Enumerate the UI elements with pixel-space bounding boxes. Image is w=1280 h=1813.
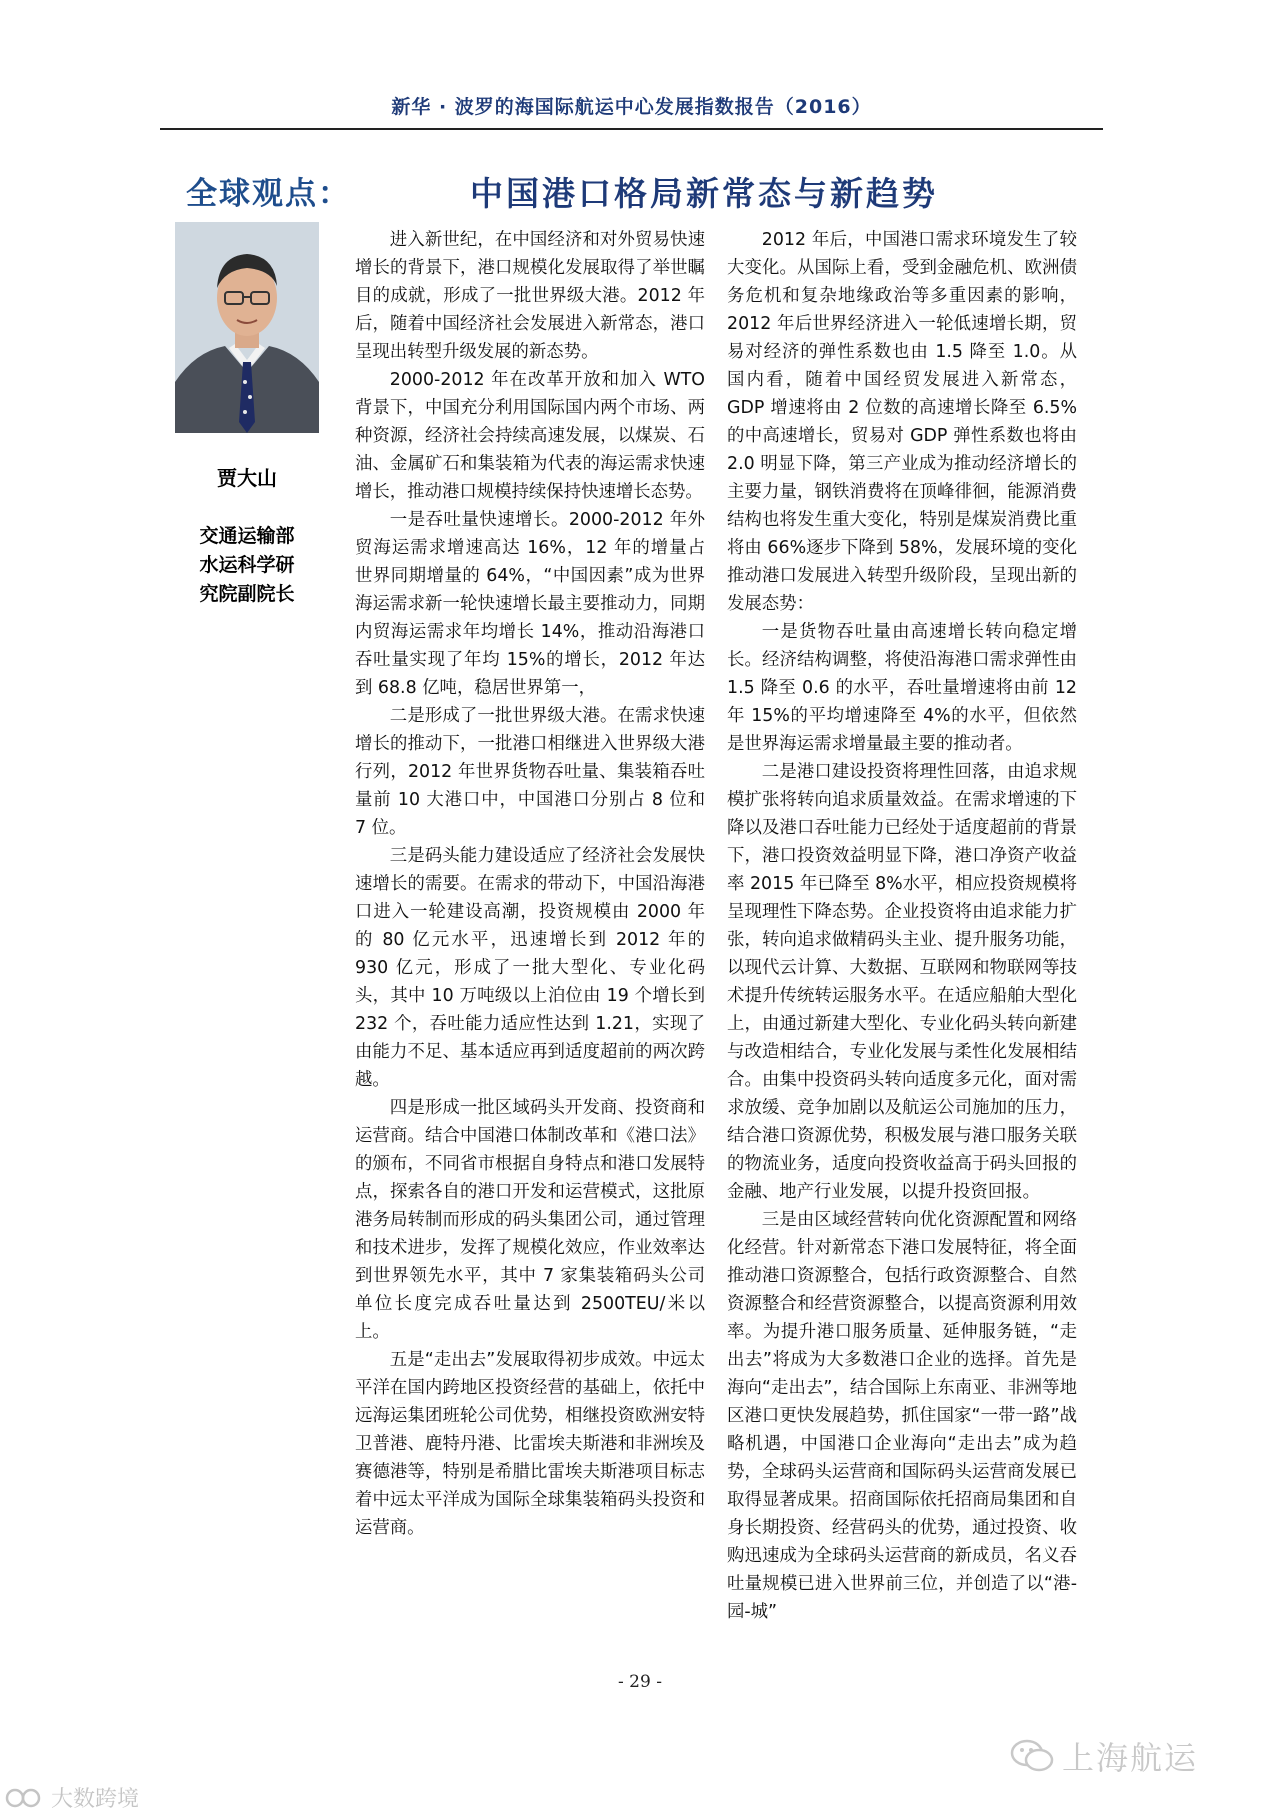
watermark-logo-icon [5, 1784, 45, 1812]
paragraph: 五是“走出去”发展取得初步成效。中远太平洋在国内跨地区投资经营的基础上，依托中远海运集团班轮公司优势，相继投资欧洲安特卫普港、鹿特丹港、比雷埃夫斯港和非洲埃及赛德港等，特别是希腊比雷埃夫斯港项目标志着中远太平洋成为国际全球集装箱码头投资和运营商。 [355, 1350, 705, 1538]
author-title-line: 究院副院长 [199, 583, 295, 605]
paragraph: 一是吞吐量快速增长。2000-2012 年外贸海运需求增速高达 16%，12 年的增量占世界同期增量的 64%，“中国因素”成为世界海运需求新一轮快速增长最主要推动力，同期内贸海运需求年均增长 14%，推动沿海港口吞吐量实现了年均 15%的增长，2012 年达到 68.8 亿吨，稳居世界第一， [355, 510, 705, 698]
author-title-line: 交通运输部 [199, 525, 295, 547]
running-header [160, 92, 1103, 130]
article-title: 中国港口格局新常态与新趋势 [470, 174, 938, 213]
running-header-title: 新华 · 波罗的海国际航运中心发展指数报告（2016） [391, 96, 872, 118]
wechat-icon [1010, 1738, 1054, 1774]
paragraph: 二是形成了一批世界级大港。在需求快速增长的推动下，一批港口相继进入世界级大港行列，2012 年世界货物吞吐量、集装箱吞吐量前 10 大港口中，中国港口分别占 8 位和 7 位。 [355, 706, 705, 838]
paragraph: 三是码头能力建设适应了经济社会发展快速增长的需要。在需求的带动下，中国沿海港口进入一轮建设高潮，投资规模由 2000 年的 80 亿元水平，迅速增长到 2012 年的 930 亿元，形成了一批大型化、专业化码头，其中 10 万吨级以上泊位由 19 个增长到 232 个，吞吐能力适应性达到 1.21，实现了由能力不足、基本适应再到适度超前的两次跨越。 [355, 846, 705, 1090]
watermark-text: 大数跨境 [51, 1787, 140, 1812]
section-label: 全球观点： [186, 176, 351, 212]
body-column-right [727, 226, 1077, 1626]
author-title [175, 522, 319, 609]
paragraph: 三是由区域经营转向优化资源配置和网络化经营。针对新常态下港口发展特征，将全面推动港口资源整合，包括行政资源整合、自然资源整合和经营资源整合，以提高资源利用效率。为提升港口服务质量、延伸服务链，“走出去”将成为大多数港口企业的选择。首先是海向“走出去”，结合国际上东南亚、非洲等地区港口更快发展趋势，抓住国家“一带一路”战略机遇，中国港口企业海向“走出去”成为趋势，全球码头运营商和国际码头运营商发展已取得显著成果。招商国际依托招商局集团和自身长期投资、经营码头的优势，通过投资、收购迅速成为全球码头运营商的新成员，名义吞吐量规模已进入世界前三位，并创造了以“港-园-城” [727, 1210, 1077, 1622]
paragraph: 2012 年后，中国港口需求环境发生了较大变化。从国际上看，受到金融危机、欧洲债务危机和复杂地缘政治等多重因素的影响，2012 年后世界经济进入一轮低速增长期，贸易对经济的弹性系数也由 1.5 降至 1.0。从国内看，随着中国经贸发展进入新常态，GDP 增速将由 2 位数的高速增长降至 6.5%的中高速增长，贸易对 GDP 弹性系数也将由 2.0 明显下降，第三产业成为推动经济增长的主要力量，钢铁消费将在顶峰徘徊，能源消费结构也将发生重大变化，特别是煤炭消费比重将由 66%逐步下降到 58%，发展环境的变化推动港口发展进入转型升级阶段，呈现出新的发展态势： [727, 230, 1077, 614]
watermark-text: 上海航运 [1062, 1739, 1199, 1777]
author-photo [175, 222, 319, 433]
watermark-dashu-kuajing [5, 1782, 139, 1813]
page-number: - 29 - [618, 1672, 662, 1692]
paragraph: 进入新世纪，在中国经济和对外贸易快速增长的背景下，港口规模化发展取得了举世瞩目的成就，形成了一批世界级大港。2012 年后，随着中国经济社会发展进入新常态，港口呈现出转型升级发展的新态势。 [355, 230, 705, 362]
author-portrait-graphic [175, 222, 319, 433]
body-column-left [355, 226, 705, 1542]
author-title-line: 水运科学研 [199, 554, 295, 576]
paragraph: 2000-2012 年在改革开放和加入 WTO 背景下，中国充分利用国际国内两个市场、两种资源，经济社会持续高速发展，以煤炭、石油、金属矿石和集装箱为代表的海运需求快速增长，推动港口规模持续保持快速增长态势。 [355, 370, 705, 502]
paragraph: 四是形成一批区域码头开发商、投资商和运营商。结合中国港口体制改革和《港口法》的颁布，不同省市根据自身特点和港口发展特点，探索各自的港口开发和运营模式，这批原港务局转制而形成的码头集团公司，通过管理和技术进步，发挥了规模化效应，作业效率达到世界领先水平，其中 7 家集装箱码头公司单位长度完成吞吐量达到 2500TEU/米以上。 [355, 1098, 705, 1342]
paragraph: 二是港口建设投资将理性回落，由追求规模扩张将转向追求质量效益。在需求增速的下降以及港口吞吐能力已经处于适度超前的背景下，港口投资效益明显下降，港口净资产收益率 2015 年已降至 8%水平，相应投资规模将呈现理性下降态势。企业投资将由追求能力扩张，转向追求做精码头主业、提升服务功能，以现代云计算、大数据、互联网和物联网等技术提升传统转运服务水平。在适应船舶大型化上，由通过新建大型化、专业化码头转向新建与改造相结合，专业化发展与柔性化发展相结合。由集中投资码头转向适度多元化，面对需求放缓、竞争加剧以及航运公司施加的压力，结合港口资源优势，积极发展与港口服务关联的物流业务，适度向投资收益高于码头回报的金融、地产行业发展，以提升投资回报。 [727, 762, 1077, 1202]
author-name: 贾大山 [217, 466, 277, 490]
paragraph: 一是货物吞吐量由高速增长转向稳定增长。经济结构调整，将使沿海港口需求弹性由 1.5 降至 0.6 的水平，吞吐量增速将由前 12 年 15%的平均增速降至 4%的水平，但依然是世界海运需求增量最主要的推动者。 [727, 622, 1077, 754]
watermark-shanghai-shipping [1010, 1733, 1198, 1779]
